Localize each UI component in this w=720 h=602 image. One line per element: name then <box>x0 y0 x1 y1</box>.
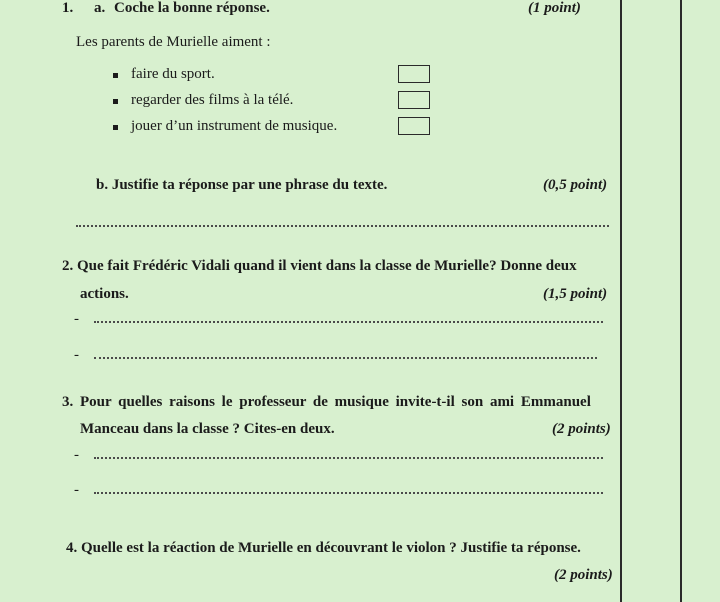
q1-checkbox-2[interactable] <box>398 91 430 109</box>
grading-margin-column <box>620 0 682 602</box>
q1-checkbox-3[interactable] <box>398 117 430 135</box>
q1-option-2: regarder des films à la télé. <box>131 92 294 108</box>
q1a-points: (1 point) <box>528 0 581 16</box>
q1a-label: a. <box>94 0 106 16</box>
q4-points: (2 points) <box>554 567 613 583</box>
q3-line2: Manceau dans la classe ? Cites-en deux. <box>80 421 335 437</box>
q4-line1: 4. Quelle est la réaction de Murielle en découvrant le violon ? Justifie ta réponse. <box>66 540 581 556</box>
q3-answer-line-2[interactable] <box>94 492 603 494</box>
bullet-icon <box>113 125 118 130</box>
q1a-title: Coche la bonne réponse. <box>114 0 270 16</box>
q3-dash-2: - <box>74 482 79 498</box>
q2-answer-line-1[interactable] <box>94 321 603 323</box>
q1-intro: Les parents de Murielle aiment : <box>76 34 271 50</box>
q3-answer-line-1[interactable] <box>94 457 603 459</box>
q1-option-3: jouer d’un instrument de musique. <box>131 118 338 134</box>
q2-line2: actions. <box>80 286 129 302</box>
q2-answer-line-2[interactable] <box>94 357 597 359</box>
bullet-icon <box>113 73 118 78</box>
q3-points: (2 points) <box>552 421 611 437</box>
q1-number: 1. <box>62 0 74 16</box>
q1b-title: b. Justifie ta réponse par une phrase du texte. <box>96 177 388 193</box>
bullet-icon <box>113 99 118 104</box>
q1-checkbox-1[interactable] <box>398 65 430 83</box>
q1b-points: (0,5 point) <box>543 177 608 193</box>
q2-line1: 2. Que fait Frédéric Vidali quand il vient dans la classe de Murielle? Donne deux <box>62 258 577 274</box>
q1b-answer-line[interactable] <box>76 225 609 227</box>
q2-dash-2: - <box>74 347 79 363</box>
q3-line1: 3. Pour quelles raisons le professeur de musique invite-t-il son ami Emmanuel <box>62 394 591 410</box>
q2-dash-1: - <box>74 311 79 327</box>
q3-dash-1: - <box>74 447 79 463</box>
q1-option-1: faire du sport. <box>131 66 215 82</box>
q2-points: (1,5 point) <box>543 286 608 302</box>
